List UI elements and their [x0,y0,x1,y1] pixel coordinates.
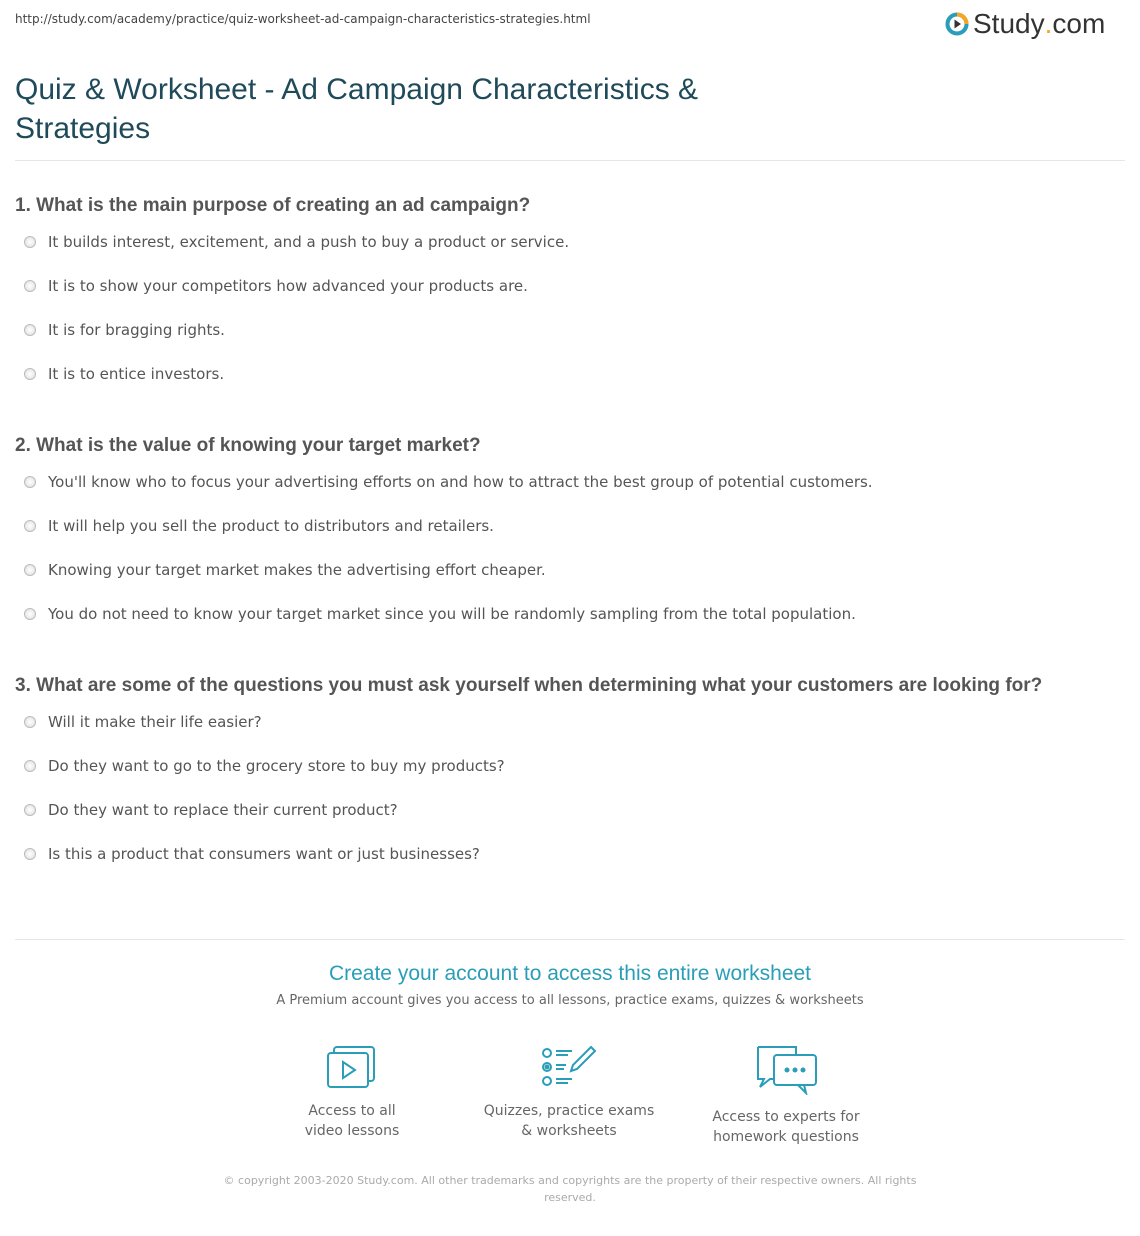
answer-label: Will it make their life easier? [48,713,262,731]
radio-icon[interactable] [24,804,36,816]
question-2 [15,432,1115,650]
logo-suffix: com [1052,8,1106,39]
radio-icon[interactable] [24,280,36,292]
copyright: © copyright 2003-2020 Study.com. All other trademarks and copyrights are the property of their respective owners. All rights reserved. [223,1174,917,1204]
divider [15,160,1125,161]
answer-label: It is to entice investors. [48,365,225,383]
page-title: Quiz & Worksheet - Ad Campaign Characteristics & Strategies [15,73,699,145]
answer-label: Is this a product that consumers want or just businesses? [48,845,480,863]
answer-option[interactable] [15,548,1115,592]
question-text: 1. What is the main purpose of creating an ad campaign? [15,195,531,216]
question-text: 2. What is the value of knowing your target market? [15,435,481,456]
feature-label: video lessons [304,1123,400,1139]
answer-option[interactable] [15,700,1115,744]
page-url: http://study.com/academy/practice/quiz-worksheet-ad-campaign-characteristics-strategies.html [15,12,591,26]
radio-icon[interactable] [24,368,36,380]
divider [15,939,1125,940]
answer-label: It will help you sell the product to distributors and retailers. [48,517,494,535]
create-account-link[interactable]: Create your account to access this entire worksheet [328,962,812,985]
question-text: 3. What are some of the questions you must ask yourself when determining what your customers are looking for? [15,675,1043,696]
radio-icon[interactable] [24,564,36,576]
feature-label: Quizzes, practice exams [483,1103,655,1119]
answer-option[interactable] [15,592,1115,636]
feature-label: homework questions [713,1129,859,1145]
radio-icon[interactable] [24,760,36,772]
feature-label: & worksheets [521,1123,617,1139]
logo-dot: . [1044,8,1053,39]
radio-icon[interactable] [24,476,36,488]
answer-option[interactable] [15,788,1115,832]
answer-label: You do not need to know your target market since you will be randomly sampling from the total population. [48,605,856,623]
answer-option[interactable] [15,744,1115,788]
answer-option[interactable] [15,220,1115,264]
feature-video-lessons [252,1045,452,1141]
feature-quizzes [469,1045,669,1141]
radio-icon[interactable] [24,324,36,336]
study-logo[interactable] [945,8,1105,40]
answer-option[interactable] [15,460,1115,504]
question-3 [15,672,1115,890]
radio-icon[interactable] [24,608,36,620]
cta-subtitle: A Premium account gives you access to all lessons, practice exams, quizzes & worksheets [276,993,864,1008]
answer-option[interactable] [15,832,1115,876]
chat-bubbles-icon [754,1045,818,1095]
answer-option[interactable] [15,308,1115,352]
answer-option[interactable] [15,264,1115,308]
answer-label: It builds interest, excitement, and a push to buy a product or service. [48,233,570,251]
radio-icon[interactable] [24,520,36,532]
answer-option[interactable] [15,504,1115,548]
radio-icon[interactable] [24,716,36,728]
feature-label: Access to experts for [712,1109,860,1125]
answer-label: You'll know who to focus your advertising efforts on and how to attract the best group of potential customers. [48,473,873,491]
logo-text: Study [973,8,1045,39]
answer-label: Knowing your target market makes the advertising effort cheaper. [48,561,546,579]
play-logo-icon [945,12,969,36]
feature-label: Access to all [308,1103,396,1119]
answer-label: It is to show your competitors how advanced your products are. [48,277,528,295]
answer-option[interactable] [15,352,1115,396]
question-1 [15,192,1115,410]
radio-icon[interactable] [24,236,36,248]
video-icon [326,1045,378,1089]
feature-experts [686,1045,886,1147]
answer-label: Do they want to go to the grocery store to buy my products? [48,757,505,775]
answer-label: Do they want to replace their current product? [48,801,398,819]
answer-label: It is for bragging rights. [48,321,225,339]
radio-icon[interactable] [24,848,36,860]
quiz-checklist-icon [541,1045,597,1089]
